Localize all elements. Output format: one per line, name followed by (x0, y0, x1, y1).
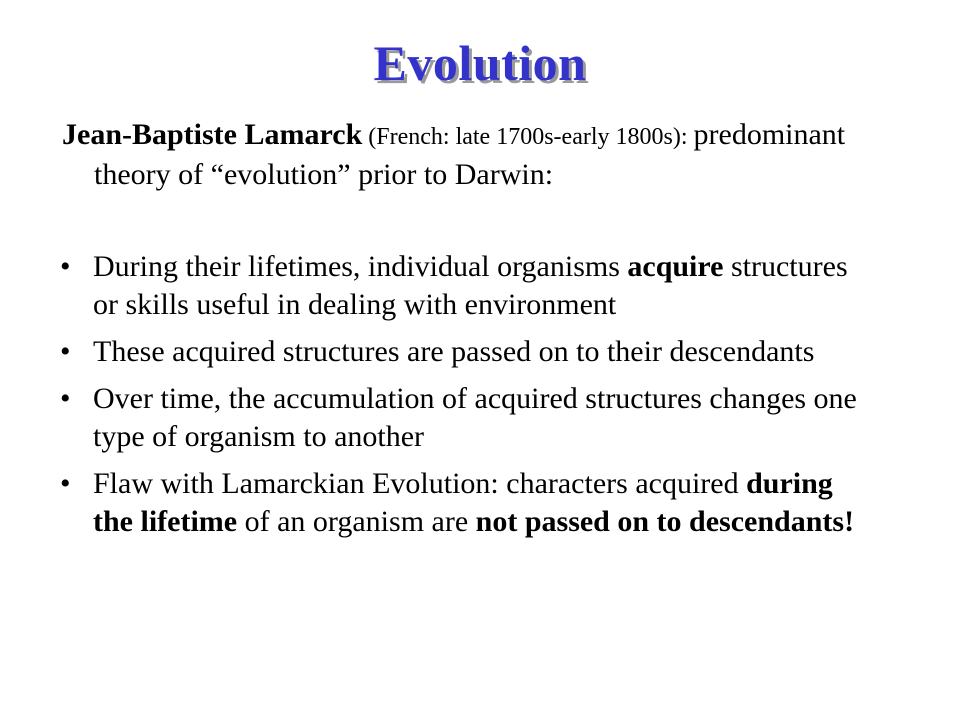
intro-small-note: (French: late 1700s-early 1800s): (362, 124, 694, 150)
bullet-emphasis: not passed on to descendants! (475, 505, 855, 538)
bullet-text: structures or skills useful in dealing with environment (93, 250, 848, 321)
list-item (60, 333, 860, 371)
bullet-dot: • (60, 335, 71, 368)
bullet-text: Flaw with Lamarckian Evolution: characters acquired (93, 467, 747, 500)
bullet-text: of an organism are (237, 505, 476, 538)
bullet-emphasis: during the lifetime (93, 467, 833, 538)
bullet-text: Over time, the accumulation of acquired structures changes one type of organism to another (93, 382, 857, 453)
bullet-list (60, 248, 860, 550)
bullet-dot: • (60, 250, 71, 283)
bullet-emphasis: acquire (627, 250, 724, 283)
intro-rest: predominant theory of “evolution” prior to Darwin: (94, 118, 846, 191)
list-item (60, 248, 860, 324)
intro-paragraph (62, 116, 894, 194)
slide-title: Evolution (373, 35, 587, 91)
bullet-text: During their lifetimes, individual organisms (93, 250, 628, 283)
list-item (60, 465, 860, 541)
bullet-text: These acquired structures are passed on to their descendants (93, 335, 815, 368)
bullet-dot: • (60, 467, 71, 500)
list-item (60, 380, 860, 456)
intro-lead-name: Jean-Baptiste Lamarck (62, 118, 363, 151)
bullet-dot: • (60, 382, 71, 415)
